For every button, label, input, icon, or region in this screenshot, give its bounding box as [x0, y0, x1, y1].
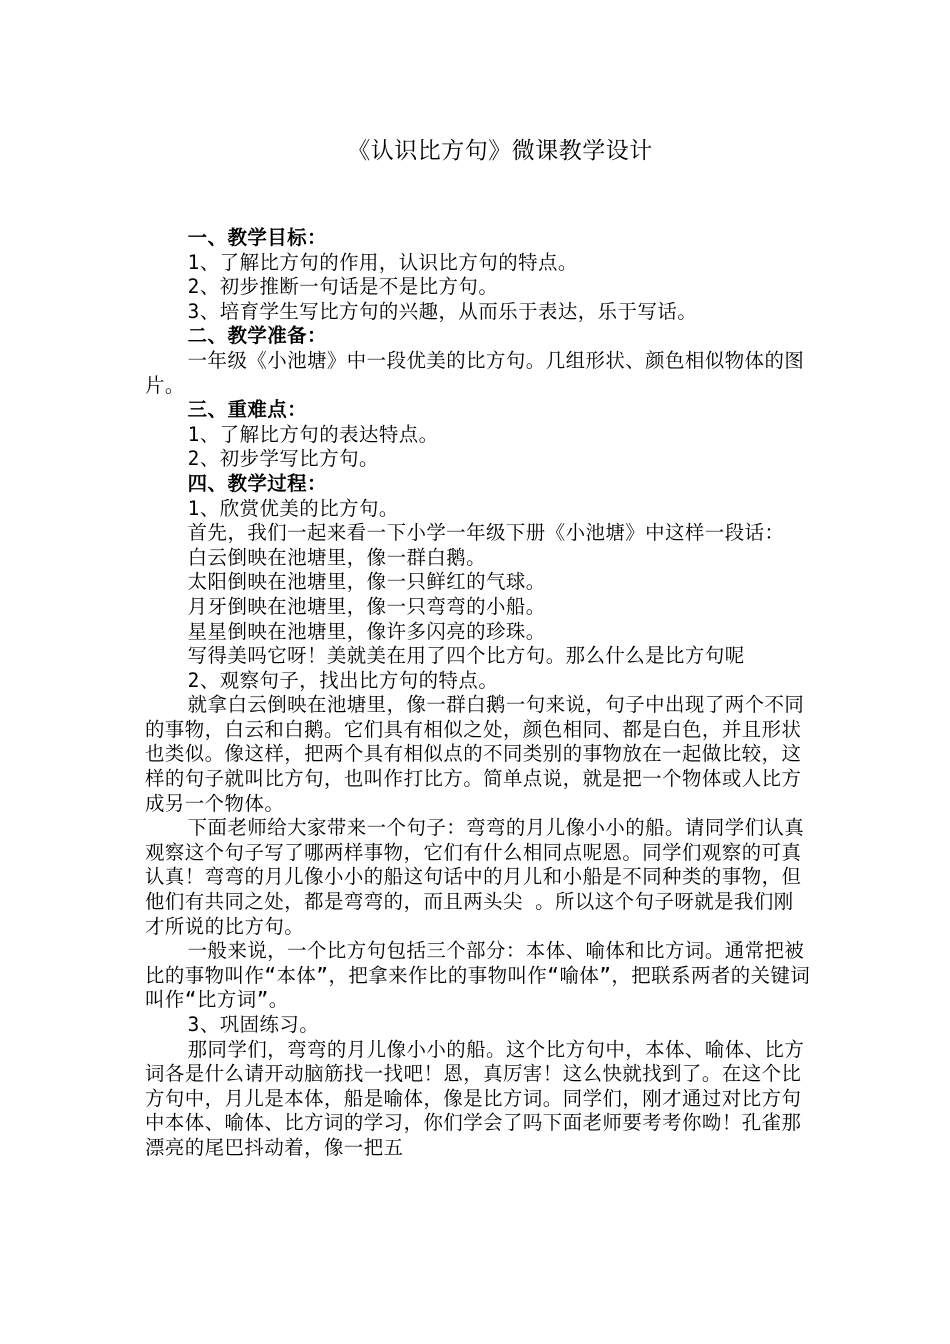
paragraph: 下面老师给大家带来一个句子：弯弯的月儿像小小的船。请同学们认真观察这个句子写了哪两样事物，它们有什么相同点呢恩。同学们观察的可真认真！弯弯的月儿像小小的船这句话中的月儿和小船是不同种类的事物，但他们有共同之处，都是弯弯的，而且两头尖 。所以这个句子呀就是我们刚才所说的比方句。: [145, 816, 805, 938]
paragraph: 1、欣赏优美的比方句。: [187, 496, 399, 520]
paragraph: 一般来说，一个比方句包括三个部分：本体、喻体和比方词。通常把被比的事物叫作“本体”，把拿来作比的事物叫作“喻体”，把联系两者的关键词叫作“比方词”。: [145, 939, 811, 1012]
section-heading-preparation: 二、教学准备：: [187, 324, 327, 348]
paragraph: 一年级《小池塘》中一段优美的比方句。几组形状、颜色相似物体的图片。: [145, 348, 805, 397]
paragraph: 太阳倒映在池塘里，像一只鲜红的气球。: [187, 570, 546, 594]
document-body: [145, 226, 812, 1161]
paragraph: 3、巩固练习。: [187, 1013, 320, 1036]
document-title: 《认识比方句》微课教学设计: [347, 138, 653, 164]
paragraph: 白云倒映在池塘里，像一群白鹅。: [187, 545, 487, 569]
paragraph: 就拿白云倒映在池塘里，像一群白鹅一句来说，句子中出现了两个不同的事物，白云和白鹅。它们具有相似之处，颜色相同、都是白色，并且形状也类似。像这样，把两个具有相似点的不同类别的事物放在一起做比较，这样的句子就叫比方句，也叫作打比方。简单点说，就是把一个物体或人比方成另一个物体。: [145, 693, 805, 815]
paragraph: 1、了解比方句的作用，认识比方句的特点。: [187, 250, 578, 274]
section-heading-objectives: 一、教学目标：: [187, 226, 327, 249]
paragraph: 3、培育学生写比方句的兴趣，从而乐于表达，乐于写话。: [187, 299, 698, 323]
paragraph: 月牙倒映在池塘里，像一只弯弯的小船。: [187, 594, 546, 618]
section-heading-key-points: 三、重难点：: [187, 398, 308, 422]
paragraph: 2、初步推断一句话是不是比方句。: [187, 275, 499, 299]
paragraph: 1、了解比方句的表达特点。: [187, 422, 439, 446]
paragraph: 2、观察句子，找出比方句的特点。: [187, 668, 499, 692]
paragraph: 写得美吗它呀！美就美在用了四个比方句。那么什么是比方句呢: [187, 644, 745, 668]
paragraph: 首先，我们一起来看一下小学一年级下册《小池塘》中这样一段话：: [187, 521, 785, 545]
paragraph: 星星倒映在池塘里，像许多闪亮的珍珠。: [187, 619, 546, 643]
paragraph: 2、初步学写比方句。: [187, 447, 379, 471]
paragraph: 那同学们，弯弯的月儿像小小的船。这个比方句中，本体、喻体、比方词各是什么请开动脑筋找一找吧！恩，真厉害！这么快就找到了。在这个比方句中，月儿是本体，船是喻体，像是比方词。同学们，刚才通过对比方句中本体、喻体、比方词的学习，你们学会了吗下面老师要考考你呦！孔雀那漂亮的尾巴抖动着，像一把五: [145, 1037, 805, 1159]
section-heading-process: 四、教学过程：: [187, 471, 327, 495]
